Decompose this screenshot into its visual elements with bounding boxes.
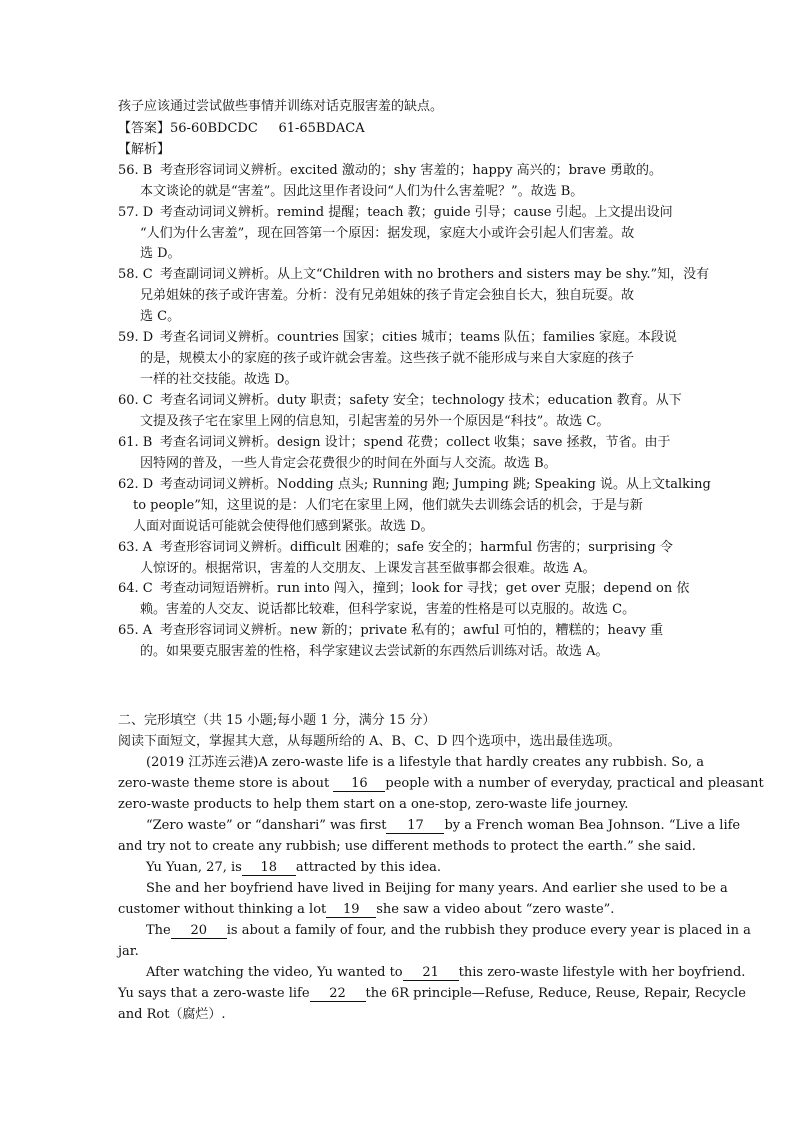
passage-text: zero-waste theme store is about bbox=[118, 776, 330, 791]
answer-label: 【答案】 bbox=[118, 121, 171, 136]
passage-line: jar. bbox=[118, 944, 139, 959]
item-continuation: 兄弟姐妹的孩子或许害羞。分析：没有兄弟姐妹的孩子肯定会独自长大，独自玩耍。故 bbox=[140, 288, 635, 303]
item-text: 考查名词词义辨析。duty 职责；safety 安全；technology 技术；education 教育。从下 bbox=[160, 393, 682, 408]
passage-text: the 6R principle—Refuse, Reduce, Reuse, Repair, Recycle bbox=[365, 986, 747, 1001]
analysis-item bbox=[118, 434, 671, 451]
blank-16: 16 bbox=[333, 777, 385, 792]
blank-22: 22 bbox=[310, 987, 366, 1002]
item-continuation: to people”知，这里说的是：人们宅在家里上网，他们就失去训练会话的机会，于是与新 bbox=[133, 498, 643, 513]
item-continuation: 赖。害羞的人交友、说话都比较难，但科学家说，害羞的性格是可以克服的。故选 C。 bbox=[140, 602, 636, 617]
analysis-item bbox=[118, 266, 709, 283]
passage-text: she saw a video about “zero waste”. bbox=[376, 902, 615, 917]
item-text: 考查形容词词义辨析。difficult 困难的；safe 安全的；harmful 伤害的；surprising 令 bbox=[160, 540, 673, 555]
item-text: 考查形容词词义辨析。excited 激动的；shy 害羞的；happy 高兴的；brave 勇敢的。 bbox=[160, 163, 663, 178]
item-continuation: 本文谈论的就是“害羞”。因此这里作者设问“人们为什么害羞呢？”。故选 B。 bbox=[140, 184, 584, 199]
item-text: 考查名词词义辨析。countries 国家；cities 城市；teams 队伍；families 家庭。本段说 bbox=[160, 330, 677, 345]
passage-line: zero-waste products to help them start on a one-stop, zero-waste life journey. bbox=[118, 797, 629, 812]
answer-line bbox=[118, 120, 365, 137]
item-text: 考查动词短语辨析。run into 闯入，撞到；look for 寻找；get over 克服；depend on 依 bbox=[160, 581, 690, 596]
item-text: 考查动词词义辨析。Nodding 点头; Running 跑; Jumping 跳; Speaking 说。从上文talking bbox=[160, 477, 711, 492]
intro-line: 孩子应该通过尝试做些事情并训练对话克服害羞的缺点。 bbox=[118, 99, 444, 114]
item-number: 56. B bbox=[118, 163, 153, 178]
analysis-item bbox=[118, 622, 663, 639]
passage-line bbox=[118, 901, 614, 918]
item-number: 63. A bbox=[118, 540, 153, 555]
item-continuation: 一样的社交技能。故选 D。 bbox=[140, 372, 298, 387]
item-continuation: 的。如果要克服害羞的性格，科学家建议去尝试新的东西然后训练对话。故选 A。 bbox=[140, 644, 609, 659]
passage-text: people with a number of everyday, practical and pleasant bbox=[385, 776, 764, 791]
passage-line bbox=[146, 859, 441, 876]
passage-line: She and her boyfriend have lived in Beijing for many years. And earlier she used to be a bbox=[146, 881, 728, 896]
passage-text: by a French woman Bea Johnson. “Live a life bbox=[444, 818, 741, 833]
item-continuation: “人们为什么害羞”，现在回答第一个原因：据发现，家庭大小或许会引起人们害羞。故 bbox=[140, 226, 635, 241]
analysis-item bbox=[118, 392, 682, 409]
passage-text: The bbox=[146, 923, 171, 938]
item-text: 考查动词词义辨析。remind 提醒；teach 教；guide 引导；cause 引起。上文提出设问 bbox=[160, 205, 673, 220]
analysis-item bbox=[118, 162, 662, 179]
item-number: 57. D bbox=[118, 205, 154, 220]
passage-line: (2019 江苏连云港)A zero-waste life is a lifestyle that hardly creates any rubbish. So, a bbox=[146, 755, 704, 770]
answer-values: 56-60BDCDC 61-65BDACA bbox=[170, 121, 365, 136]
passage-text: customer without thinking a lot bbox=[118, 902, 327, 917]
blank-21: 21 bbox=[403, 966, 459, 981]
analysis-item bbox=[118, 539, 673, 556]
item-number: 64. C bbox=[118, 581, 153, 596]
blank-20: 20 bbox=[171, 924, 227, 939]
passage-line bbox=[146, 964, 745, 981]
item-number: 65. A bbox=[118, 623, 153, 638]
item-continuation: 文提及孩子宅在家里上网的信息知，引起害羞的另外一个原因是“科技”。故选 C。 bbox=[140, 414, 610, 429]
blank-18: 18 bbox=[242, 861, 296, 876]
item-number: 58. C bbox=[118, 267, 153, 282]
item-continuation: 因特网的普及，一些人肯定会花费很少的时间在外面与人交流。故选 B。 bbox=[140, 456, 557, 471]
item-number: 60. C bbox=[118, 393, 153, 408]
passage-text: this zero-waste lifestyle with her boyfriend. bbox=[458, 965, 746, 980]
analysis-label: 【解析】 bbox=[118, 142, 171, 157]
passage-line bbox=[146, 817, 740, 834]
item-continuation: 人面对面说话可能就会使得他们感到紧张。故选 D。 bbox=[133, 519, 434, 534]
section-instruction: 阅读下面短文，掌握其大意，从每题所给的 A、B、C、D 四个选项中，选出最佳选项。 bbox=[118, 734, 621, 749]
passage-text: After watching the video, Yu wanted to bbox=[146, 965, 403, 980]
passage-text: attracted by this idea. bbox=[295, 860, 442, 875]
passage-text: is about a family of four, and the rubbish they produce every year is placed in a bbox=[226, 923, 751, 938]
item-number: 59. D bbox=[118, 330, 154, 345]
analysis-item bbox=[118, 329, 677, 346]
passage-line bbox=[118, 985, 746, 1002]
item-continuation: 选 D。 bbox=[140, 246, 181, 261]
item-number: 62. D bbox=[118, 477, 154, 492]
analysis-item bbox=[118, 476, 711, 493]
analysis-item bbox=[118, 204, 673, 221]
passage-line: and try not to create any rubbish; use different methods to protect the earth.” she said. bbox=[118, 839, 696, 854]
item-continuation: 选 C。 bbox=[140, 309, 181, 324]
item-number: 61. B bbox=[118, 435, 153, 450]
item-text: 考查形容词词义辨析。new 新的；private 私有的；awful 可怕的，糟糕的；heavy 重 bbox=[160, 623, 664, 638]
item-text: 考查副词词义辨析。从上文“Children with no brothers and sisters may be shy.”知，没有 bbox=[160, 267, 710, 282]
analysis-item bbox=[118, 580, 689, 597]
blank-17: 17 bbox=[386, 819, 444, 834]
passage-text: Yu Yuan, 27, is bbox=[146, 860, 242, 875]
passage-text: “Zero waste” or “danshari” was first bbox=[146, 818, 387, 833]
passage-text: Yu says that a zero-waste life bbox=[118, 986, 310, 1001]
item-continuation: 的是，规模太小的家庭的孩子或许就会害羞。这些孩子就不能形成与来自大家庭的孩子 bbox=[140, 351, 635, 366]
blank-19: 19 bbox=[326, 903, 376, 918]
passage-line bbox=[146, 922, 751, 939]
item-text: 考查名词词义辨析。design 设计；spend 花费；collect 收集；save 拯救，节省。由于 bbox=[160, 435, 671, 450]
passage-line bbox=[118, 775, 764, 792]
item-continuation: 人惊讶的。根据常识，害羞的人交朋友、上课发言甚至做事都会很难。故选 A。 bbox=[140, 561, 596, 576]
section-title: 二、完形填空（共 15 小题;每小题 1 分，满分 15 分） bbox=[118, 713, 436, 728]
passage-line: and Rot（腐烂）. bbox=[118, 1007, 226, 1022]
